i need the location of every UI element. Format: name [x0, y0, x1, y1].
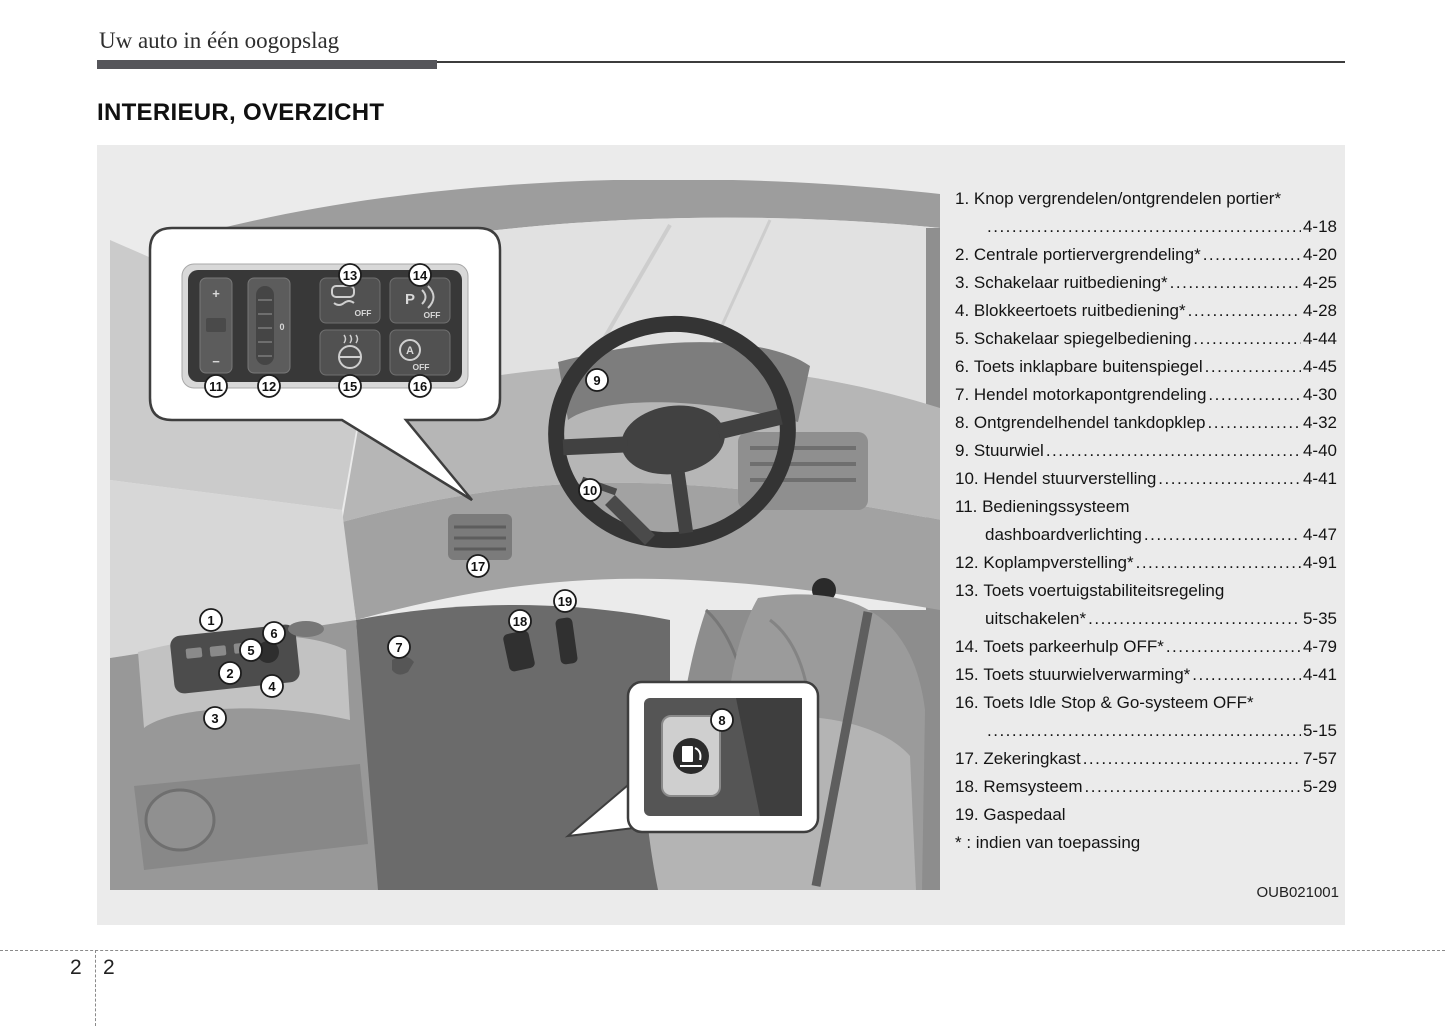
dot-leader [1088, 605, 1301, 633]
legend-item-number: 13. [955, 581, 984, 600]
dot-leader [1083, 745, 1301, 773]
legend-item-10 [955, 465, 1337, 493]
legend-item-18 [955, 773, 1337, 801]
callout-5 [240, 639, 262, 661]
dot-leader [1136, 549, 1301, 577]
illumination-switch [200, 278, 232, 373]
chapter-title: Uw auto in één oogopslag [99, 28, 340, 53]
callout-1 [200, 609, 222, 631]
legend-item-number: 6. [955, 357, 974, 376]
legend-item-label: Stuurwiel [973, 441, 1044, 460]
legend-item-13 [955, 577, 1337, 633]
legend-item-number: 10. [955, 469, 984, 488]
dot-leader [1193, 325, 1301, 353]
legend-item-number: 5. [955, 329, 974, 348]
svg-text:3: 3 [211, 711, 219, 726]
car-interior-illustration [110, 180, 940, 890]
svg-text:16: 16 [412, 379, 428, 394]
callout-11 [205, 375, 227, 397]
legend-item-label: Bedieningssysteem [982, 497, 1130, 516]
dot-leader [1203, 241, 1301, 269]
callout-6 [263, 622, 285, 644]
svg-text:19: 19 [557, 594, 573, 609]
dot-leader [1205, 353, 1301, 381]
legend-item-number: 15. [955, 665, 984, 684]
svg-text:−: − [212, 354, 220, 369]
svg-text:15: 15 [342, 379, 358, 394]
legend-item-number: 12. [955, 553, 984, 572]
door-speaker [146, 790, 214, 850]
page-header [97, 28, 1345, 63]
legend-item-17 [955, 745, 1337, 773]
dot-leader [1144, 521, 1301, 549]
legend-item-number: 14. [955, 637, 984, 656]
legend-page-ref: 4-41 [1302, 665, 1337, 684]
legend-item-label: Toets voertuigstabiliteitsregeling [983, 581, 1225, 600]
callout-15 [339, 375, 361, 397]
legend-item-label: Toets stuurwielverwarming* [983, 665, 1191, 684]
legend-page-ref: 4-41 [1302, 469, 1337, 488]
legend-item-number: 19. [955, 805, 984, 824]
dot-leader [1170, 269, 1301, 297]
legend-item-number: 3. [955, 273, 974, 292]
svg-text:4: 4 [268, 679, 276, 694]
svg-text:18: 18 [512, 614, 528, 629]
svg-text:6: 6 [270, 626, 278, 641]
figure-code: OUB021001 [1256, 884, 1339, 901]
dot-leader [1046, 437, 1301, 465]
legend-item-label: Toets inklapbare buitenspiegel [973, 357, 1203, 376]
svg-text:+: + [212, 286, 220, 301]
legend-item-label: Toets Idle Stop & Go-systeem OFF* [983, 693, 1254, 712]
svg-text:13: 13 [342, 268, 358, 283]
legend-page-ref: 4-79 [1302, 637, 1337, 656]
legend-page-ref: 4-18 [1302, 217, 1337, 236]
legend-item-1 [955, 185, 1337, 241]
legend-page-ref: 4-30 [1302, 385, 1337, 404]
dot-leader [1166, 633, 1301, 661]
header-rule [97, 61, 1345, 63]
legend-page-ref: 5-29 [1302, 777, 1337, 796]
svg-text:P: P [404, 291, 416, 308]
svg-text:12: 12 [261, 379, 277, 394]
legend-page-ref: 4-25 [1302, 273, 1337, 292]
legend-item-label: Toets parkeerhulp OFF* [983, 637, 1164, 656]
legend-item-number: 8. [955, 413, 974, 432]
callout-18 [509, 610, 531, 632]
legend-item-label: Gaspedaal [983, 805, 1066, 824]
callout-19 [554, 590, 576, 612]
legend-item-label: Remsysteem [983, 777, 1083, 796]
legend-page-ref: 4-91 [1302, 553, 1337, 572]
svg-text:5: 5 [247, 643, 255, 658]
dot-leader [1158, 465, 1301, 493]
legend-item-number: 4. [955, 301, 974, 320]
legend-item-number: 9. [955, 441, 974, 460]
svg-text:OFF: OFF [423, 310, 441, 320]
legend-item-14 [955, 633, 1337, 661]
legend-page-ref: 4-28 [1302, 301, 1337, 320]
headlamp-leveling-dial [248, 278, 290, 373]
legend-footnote: * : indien van toepassing [955, 833, 1141, 852]
callout-7 [388, 636, 410, 658]
section-title: INTERIEUR, OVERZICHT [97, 99, 385, 126]
legend-page-ref: 4-45 [1302, 357, 1337, 376]
legend-page-ref: 4-40 [1302, 441, 1337, 460]
legend-item-5 [955, 325, 1337, 353]
svg-text:OFF: OFF [412, 362, 430, 372]
svg-text:11: 11 [209, 379, 223, 394]
legend-item-number: 11. [955, 497, 983, 516]
dot-leader [1188, 297, 1301, 325]
legend-item-label: Schakelaar spiegelbediening [973, 329, 1192, 348]
callout-13 [339, 264, 361, 286]
svg-text:7: 7 [395, 640, 403, 655]
legend-item-number: 1. [955, 189, 974, 208]
legend-page-ref: 4-32 [1302, 413, 1337, 432]
callout-4 [261, 675, 283, 697]
page-number: 2 [103, 956, 115, 979]
legend-item-label: Schakelaar ruitbediening* [973, 273, 1168, 292]
legend-item-label: Ontgrendelhendel tankdopklep [973, 413, 1206, 432]
callout-16 [409, 375, 431, 397]
legend-item-3 [955, 269, 1337, 297]
legend-item-8 [955, 409, 1337, 437]
legend-item-4 [955, 297, 1337, 325]
door-handle [288, 621, 324, 637]
legend-item-6 [955, 353, 1337, 381]
dot-leader [1207, 409, 1300, 437]
callout-17 [467, 555, 489, 577]
legend-item-number: 18. [955, 777, 984, 796]
svg-text:1: 1 [207, 613, 215, 628]
legend-item-label: Zekeringkast [983, 749, 1081, 768]
svg-text:0: 0 [279, 322, 285, 332]
steering-heat-button [320, 330, 380, 375]
legend-item-7 [955, 381, 1337, 409]
legend-item-label: Hendel motorkapontgrendeling [973, 385, 1207, 404]
legend-page-ref: 4-47 [1302, 525, 1337, 544]
legend-item-label: Centrale portiervergrendeling* [973, 245, 1201, 264]
svg-text:OFF: OFF [354, 308, 372, 318]
header-bar [97, 60, 437, 69]
legend-list [955, 185, 1337, 857]
legend-item-number: 7. [955, 385, 974, 404]
dot-leader [987, 213, 1301, 241]
legend-item-12 [955, 549, 1337, 577]
callout-12 [258, 375, 280, 397]
svg-text:9: 9 [593, 373, 601, 388]
legend-item-2 [955, 241, 1337, 269]
callout-3 [204, 707, 226, 729]
callout-9 [586, 369, 608, 391]
svg-text:10: 10 [582, 483, 598, 498]
callout-8 [711, 709, 733, 731]
legend-item-16 [955, 689, 1337, 745]
legend-page-ref: 5-15 [1302, 721, 1337, 740]
callout-10 [579, 479, 601, 501]
svg-text:17: 17 [470, 559, 486, 574]
legend-item-19 [955, 801, 1337, 829]
dot-leader [1085, 773, 1301, 801]
legend-item-number: 17. [955, 749, 984, 768]
figure-panel [97, 145, 1345, 925]
callout-14 [409, 264, 431, 286]
legend-item-15 [955, 661, 1337, 689]
legend-page-ref: 7-57 [1302, 749, 1337, 768]
legend-item-label: Koplampverstelling* [983, 553, 1134, 572]
legend-item-number: 16. [955, 693, 984, 712]
legend-item-label: Knop vergrendelen/ontgrendelen portier* [973, 189, 1282, 208]
legend-item-label: Hendel stuurverstelling [983, 469, 1157, 488]
dot-leader [987, 717, 1301, 745]
legend-item-11 [955, 493, 1337, 549]
svg-text:2: 2 [226, 666, 234, 681]
legend-item-label-2: uitschakelen* [985, 609, 1087, 628]
svg-text:8: 8 [718, 713, 726, 728]
footer-dashed-line [0, 950, 1445, 951]
idle-stop-go-off-button [390, 330, 450, 375]
callout-2 [219, 662, 241, 684]
legend-page-ref: 5-35 [1302, 609, 1337, 628]
legend-item-9 [955, 437, 1337, 465]
legend-item-number: 2. [955, 245, 974, 264]
dot-leader [1208, 381, 1301, 409]
legend-page-ref: 4-44 [1302, 329, 1337, 348]
svg-text:14: 14 [412, 268, 428, 283]
page-number-chapter: 2 [70, 956, 82, 979]
legend-item-label: Blokkeertoets ruitbediening* [973, 301, 1186, 320]
legend-item-label-2: dashboardverlichting [985, 525, 1142, 544]
footer-vertical-dash [95, 950, 96, 1026]
dot-leader [1192, 661, 1301, 689]
svg-text:A: A [406, 345, 414, 357]
legend-page-ref: 4-20 [1302, 245, 1337, 264]
